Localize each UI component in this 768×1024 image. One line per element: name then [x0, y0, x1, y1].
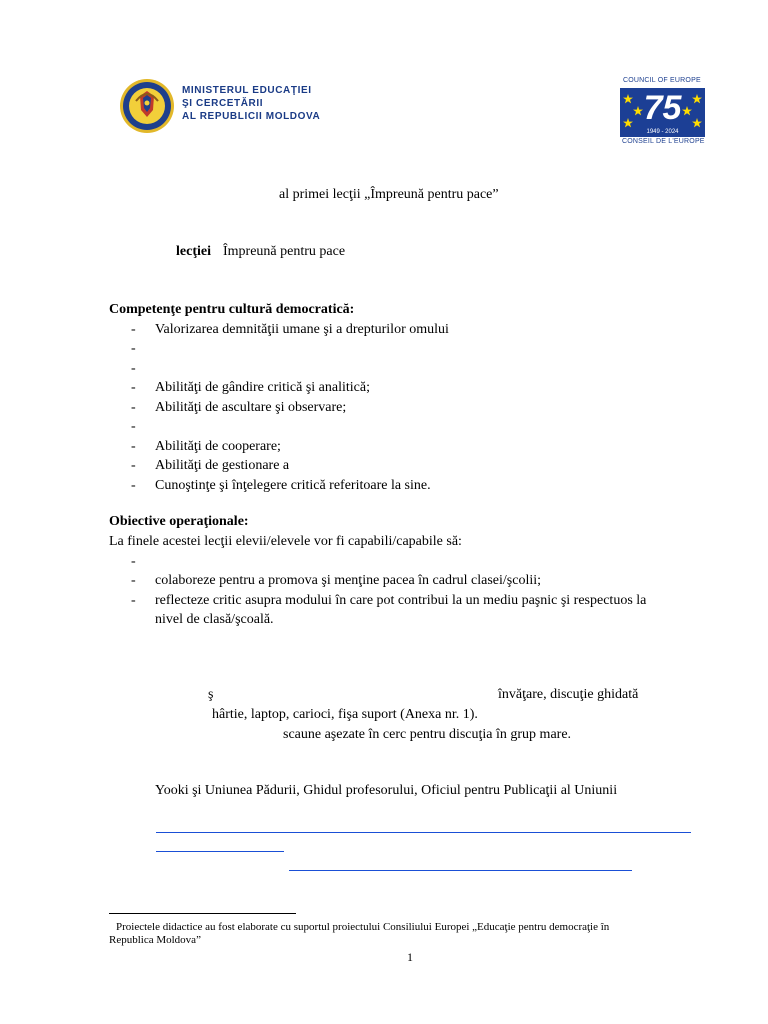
bibliography-text: Yooki şi Uniunea Pădurii, Ghidul profesorului, Oficiul pentru Publicaţii al Uniunii [155, 783, 618, 798]
list-bullet: - [131, 380, 136, 395]
list-bullet: - [131, 478, 136, 493]
ministry-line-2: ŞI CERCETĂRII [182, 98, 264, 109]
list-bullet: - [131, 322, 136, 337]
competence-item: Abilităţi de ascultare şi observare; [155, 400, 347, 415]
objective-item: colaboreze pentru a promova şi menţine pacea în cadrul clasei/şcolii; [155, 573, 542, 588]
bibliography-link-line-1[interactable] [156, 832, 691, 833]
materials-text: hârtie, laptop, carioci, fişa suport (Anexa nr. 1). [212, 707, 478, 722]
bibliography-link-line-2[interactable] [156, 851, 284, 852]
methods-text: învăţare, discuţie ghidată [498, 687, 639, 702]
coe-anniversary-logo [620, 88, 705, 137]
competence-item: Cunoştinţe şi înţelegere critică referitoare la sine. [155, 478, 431, 493]
ministry-seal-icon [118, 77, 176, 135]
lesson-value: Împreună pentru pace [223, 244, 346, 259]
coe-anniversary-number: 75 [643, 89, 682, 127]
ministry-name [182, 84, 320, 123]
list-bullet: - [131, 458, 136, 473]
coe-bottom-label: CONSEIL DE L'EUROPE [622, 138, 705, 145]
objectives-heading: Obiective operaţionale: [109, 514, 249, 529]
list-bullet: - [131, 554, 136, 569]
list-bullet: - [131, 419, 136, 434]
footnote-text: Proiectele didactice au fost elaborate cu suportul proiectului Consiliului Europei „Educaţie pentru democraţie în [116, 921, 610, 933]
coe-years: 1949 - 2024 [646, 129, 679, 135]
ministry-logo [118, 77, 176, 135]
lesson-label: lecţiei [176, 244, 211, 259]
objective-continuation: nivel de clasă/şcoală. [155, 612, 274, 627]
list-bullet: - [131, 439, 136, 454]
document-title-text: al primei lecţii „Împreună pentru pace” [279, 187, 499, 202]
ministry-line-1: MINISTERUL EDUCAŢIEI [182, 85, 312, 96]
objectives-intro: La finele acestei lecţii elevii/elevele vor fi capabili/capabile să: [109, 534, 462, 549]
list-bullet: - [131, 593, 136, 608]
list-bullet: - [131, 341, 136, 356]
page-number: 1 [407, 950, 413, 964]
space-text: scaune aşezate în cerc pentru discuţia în grup mare. [283, 727, 572, 742]
list-bullet: - [131, 361, 136, 376]
coe-top-label: COUNCIL OF EUROPE [623, 77, 701, 84]
list-bullet: - [131, 400, 136, 415]
methods-prefix: ş [208, 687, 214, 702]
footnote-text-2: Republica Moldova” [109, 934, 201, 946]
competence-item: Valorizarea demnităţii umane şi a drepturilor omului [155, 322, 449, 337]
competence-item: Abilităţi de cooperare; [155, 439, 281, 454]
ministry-line-3: AL REPUBLICII MOLDOVA [182, 111, 321, 122]
list-bullet: - [131, 573, 136, 588]
objective-item: reflecteze critic asupra modului în care pot contribui la un mediu paşnic şi respectuos la [155, 593, 647, 608]
competence-item: Abilităţi de gândire critică şi analitică; [155, 380, 370, 395]
competences-heading: Competenţe pentru cultură democratică: [109, 302, 355, 317]
footnote-separator [109, 913, 296, 914]
competence-item: Abilităţi de gestionare a [155, 458, 290, 473]
document-title [279, 186, 499, 204]
bibliography-link-line-3[interactable] [289, 870, 632, 871]
